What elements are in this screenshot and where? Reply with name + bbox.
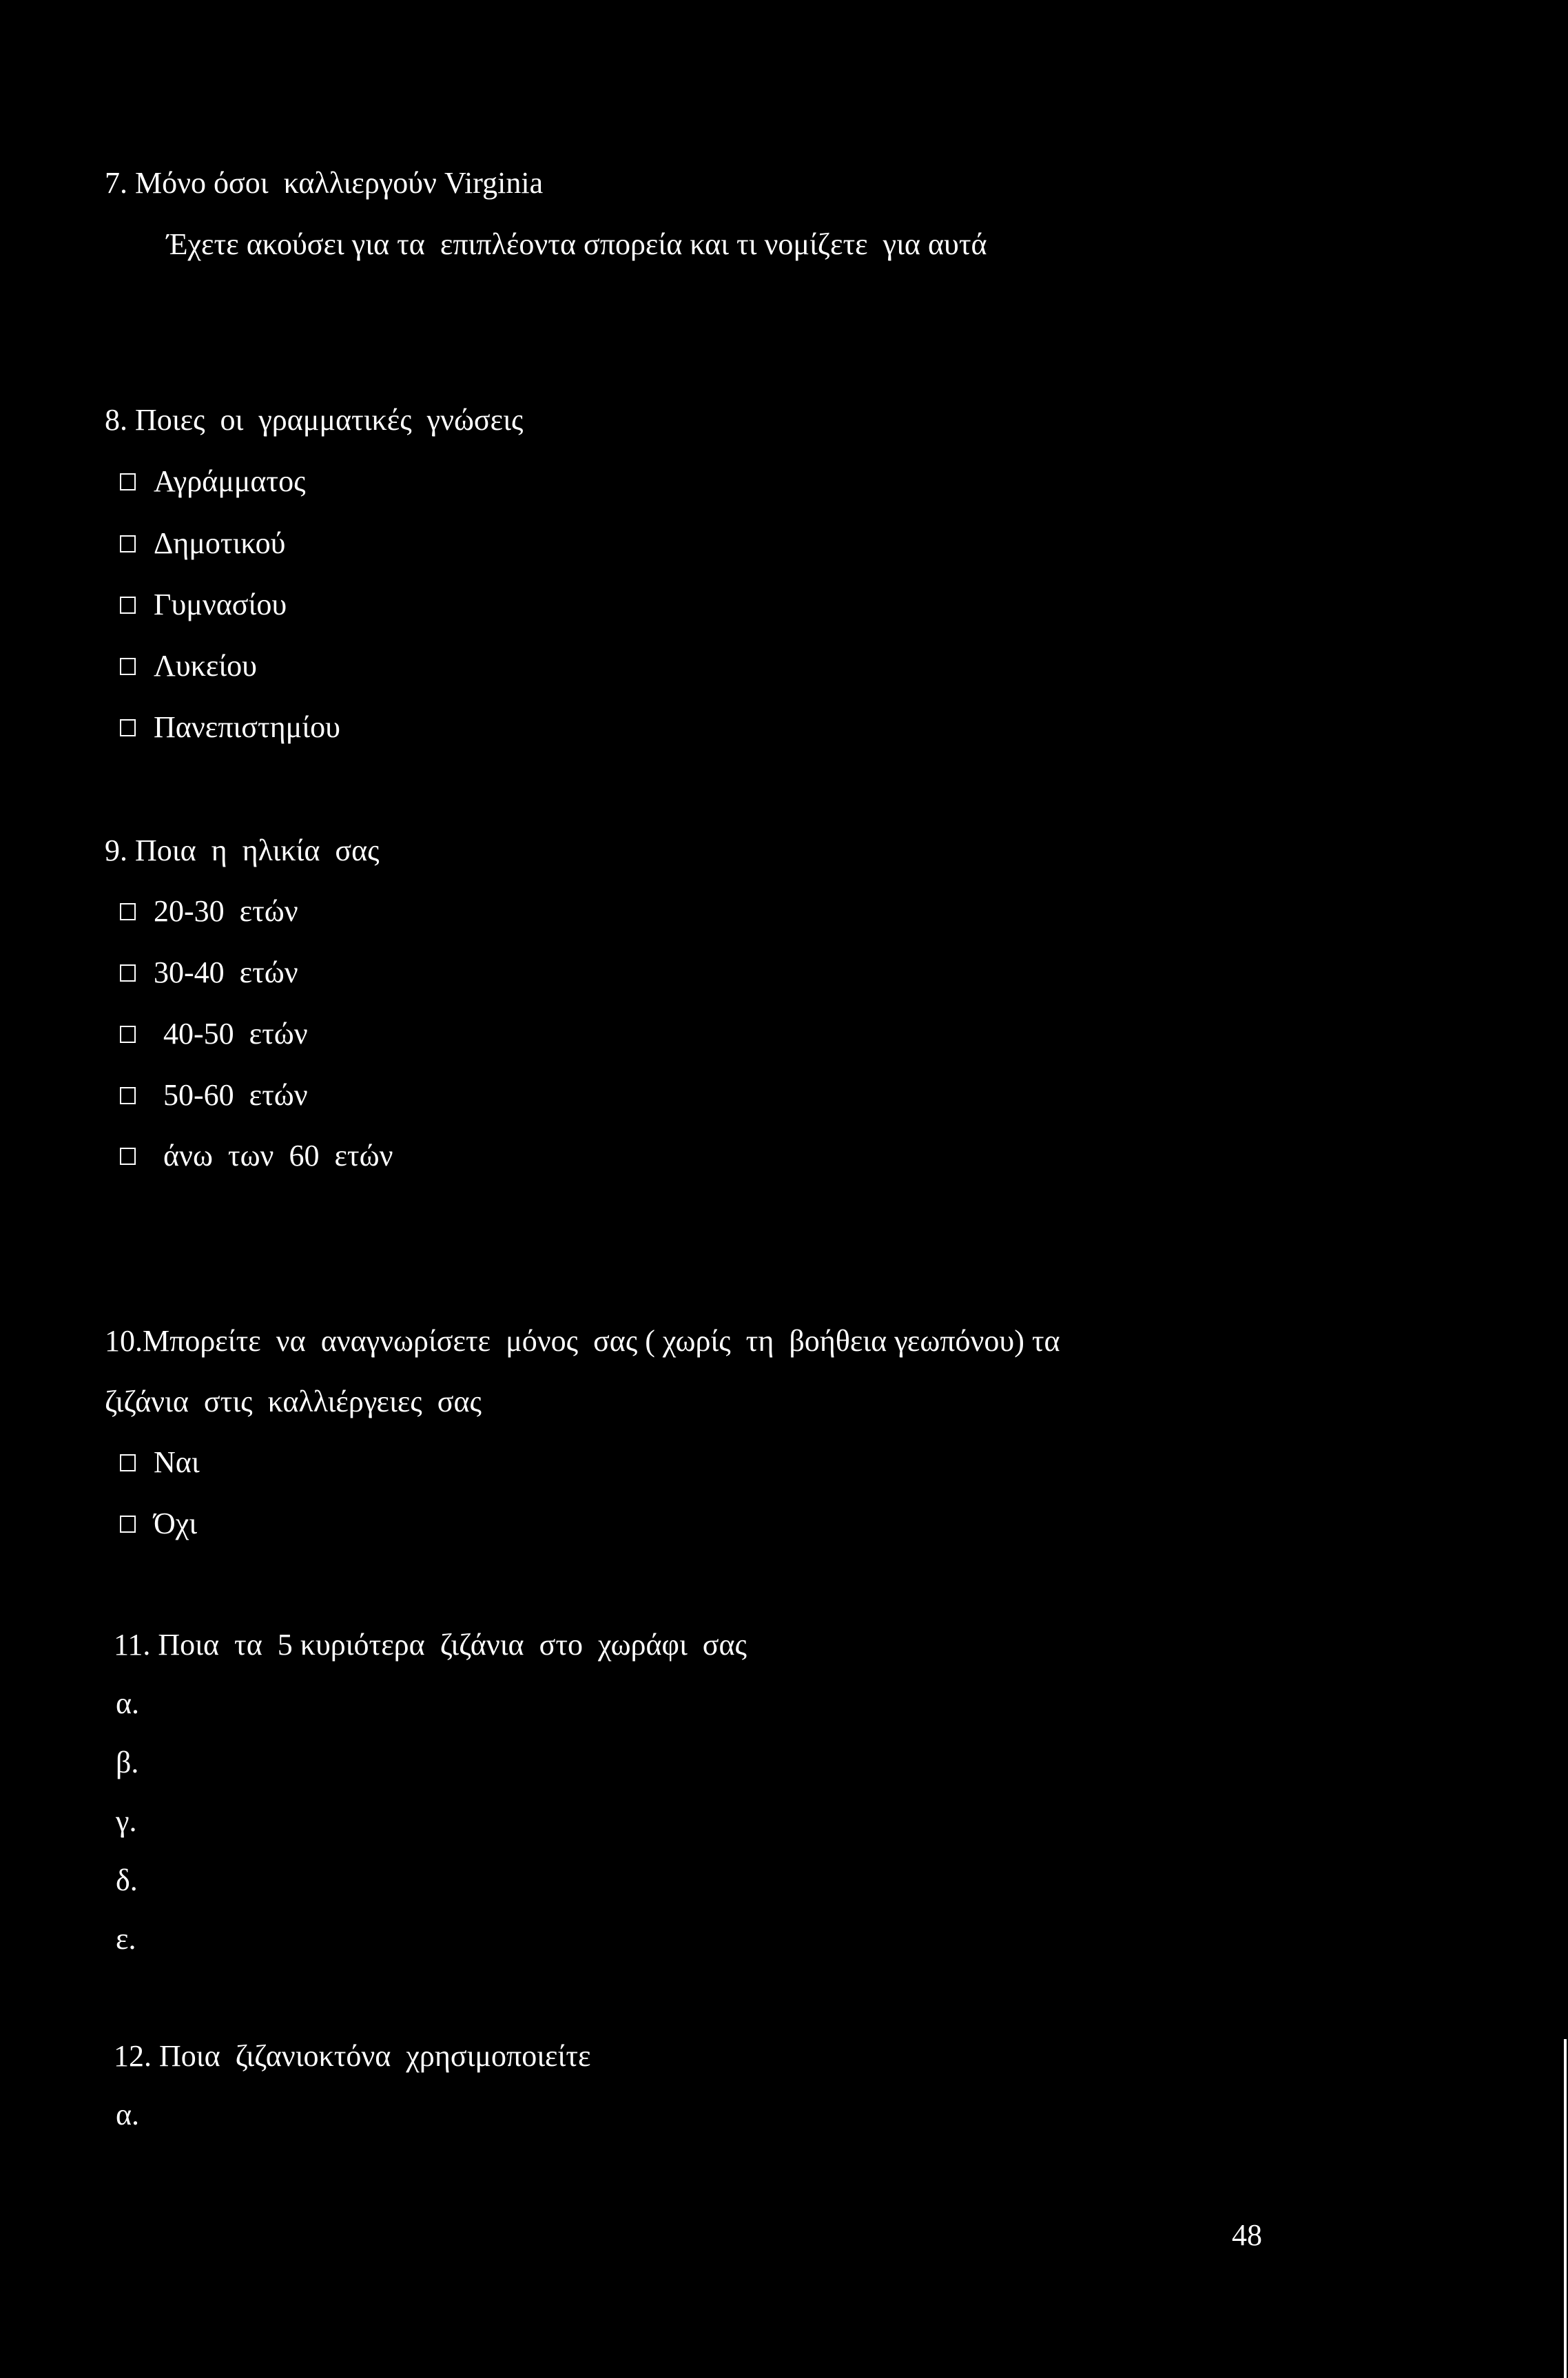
option-label: 20-30 ετών <box>154 894 298 928</box>
question-11-title: 11. Ποια τα 5 κυριότερα ζιζάνια στο χωράφι σας <box>114 1628 747 1662</box>
checkbox-icon[interactable] <box>120 535 136 552</box>
option-label: Πανεπιστημίου <box>154 710 340 744</box>
q9-option-30-40[interactable] <box>120 955 298 989</box>
question-9-title: 9. Ποια η ηλικία σας <box>105 834 380 867</box>
checkbox-icon[interactable] <box>120 1454 136 1471</box>
option-label: Όχι <box>154 1507 198 1540</box>
checkbox-icon[interactable] <box>120 903 136 920</box>
q11-item-b: β. <box>116 1746 139 1779</box>
checkbox-icon[interactable] <box>120 964 136 982</box>
q11-item-e: ε. <box>116 1922 136 1956</box>
q11-item-a: α. <box>116 1686 140 1720</box>
q12-item-a: α. <box>116 2098 140 2131</box>
q10-option-yes[interactable] <box>120 1447 200 1478</box>
q11-item-c: γ. <box>116 1804 137 1838</box>
checkbox-icon[interactable] <box>120 1026 136 1043</box>
checkbox-icon[interactable] <box>120 1516 136 1533</box>
q9-option-40-50[interactable] <box>120 1019 308 1049</box>
option-label: άνω των 60 ετών <box>163 1139 393 1172</box>
q10-option-no[interactable] <box>120 1509 197 1539</box>
checkbox-icon[interactable] <box>120 1148 136 1165</box>
page-edge-line <box>1564 2039 1567 2378</box>
option-label: Γυμνασίου <box>154 588 287 621</box>
checkbox-icon[interactable] <box>120 719 136 736</box>
q9-option-over-60[interactable] <box>120 1141 393 1171</box>
q8-option-illiterate[interactable] <box>120 466 306 497</box>
q8-option-high-school[interactable] <box>120 651 257 681</box>
question-12-title: 12. Ποια ζιζανιοκτόνα χρησιμοποιείτε <box>114 2039 591 2073</box>
option-label: Δημοτικού <box>154 526 286 560</box>
q9-option-50-60[interactable] <box>120 1080 308 1110</box>
option-label: Λυκείου <box>154 649 257 683</box>
q9-option-20-30[interactable] <box>120 896 298 927</box>
option-label: Ναι <box>154 1445 200 1479</box>
option-label: 40-50 ετών <box>163 1017 308 1051</box>
question-7-subtitle: Έχετε ακούσει για τα επιπλέοντα σπορεία και τι νομίζετε για αυτά <box>167 227 987 261</box>
checkbox-icon[interactable] <box>120 1087 136 1104</box>
question-8-title: 8. Ποιες οι γραμματικές γνώσεις <box>105 403 524 437</box>
q8-option-university[interactable] <box>120 712 340 743</box>
option-label: 50-60 ετών <box>163 1078 308 1112</box>
question-10-title-line-2: ζιζάνια στις καλλιέργειες σας <box>105 1385 482 1418</box>
q8-option-primary[interactable] <box>120 528 285 559</box>
page-number: 48 <box>1232 2218 1262 2252</box>
q8-option-middle-school[interactable] <box>120 590 287 620</box>
question-7-title: 7. Μόνο όσοι καλλιεργούν Virginia <box>105 166 544 200</box>
checkbox-icon[interactable] <box>120 658 136 675</box>
option-label: 30-40 ετών <box>154 955 298 989</box>
checkbox-icon[interactable] <box>120 473 136 490</box>
option-label: Αγράμματος <box>154 464 306 498</box>
checkbox-icon[interactable] <box>120 597 136 614</box>
q11-item-d: δ. <box>116 1863 138 1897</box>
question-10-title-line-1: 10.Μπορείτε να αναγνωρίσετε μόνος σας ( χωρίς τη βοήθεια γεωπόνου) τα <box>105 1324 1060 1358</box>
